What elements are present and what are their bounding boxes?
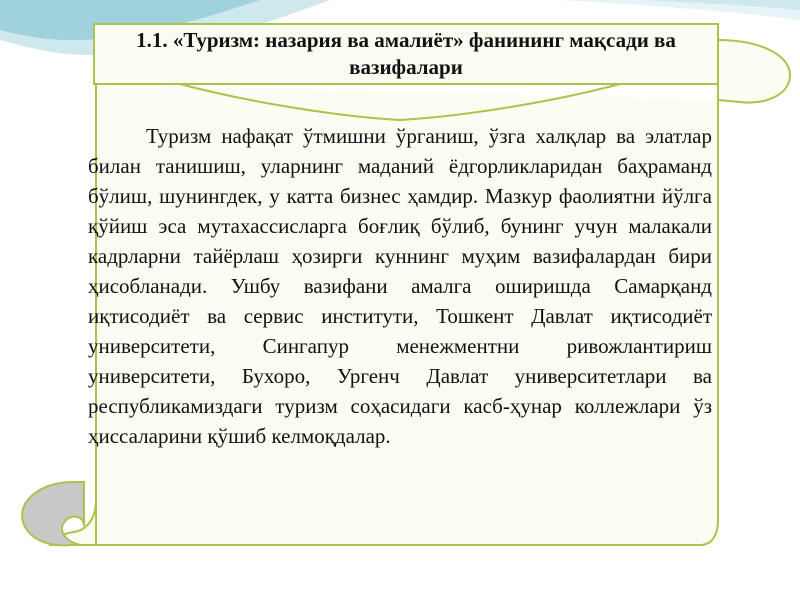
slide-title: 1.1. «Туризм: назария ва амалиёт» фанининг мақсади ва вазифалари (136, 28, 676, 79)
slide-body-text: Туризм нафақат ўтмишни ўрганиш, ўзга халқлар ва элатлар билан танишиш, уларнинг маданий ёдгорликларидан баҳраманд бўлиш, шунингдек, у катта бизнес ҳамдир. Мазкур фаолиятни йўлга қўйиш эса мутахассисларга боғлиқ бўлиб, бунинг учун малакали кадрларни тайёрлаш ҳозирги куннинг муҳим вазифалардан бири ҳисобланади. Ушбу вазифани амалга оширишда Самарқанд иқтисодиёт ва сервис институти, Тошкент Давлат иқтисодиёт университети, Сингапур менежментни ривожлантириш университети, Бухоро, Ургенч Давлат университетлари ва республикамиздаги туризм соҳасидаги касб-ҳунар коллежлари ўз ҳиссаларини қўшиб келмоқдалар. (88, 124, 712, 448)
